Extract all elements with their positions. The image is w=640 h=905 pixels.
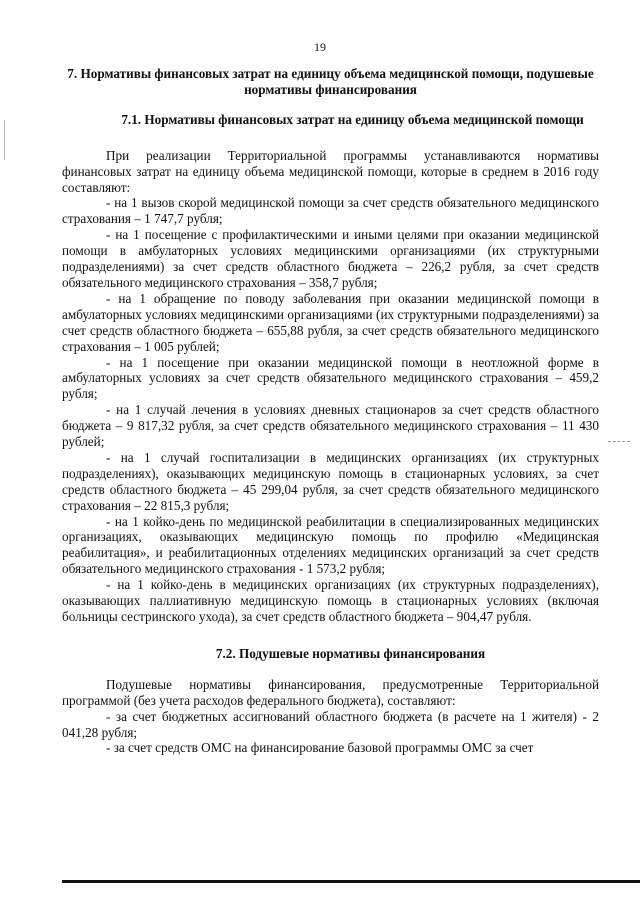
section-7-1-intro: При реализации Территориальной программы устанавливаются нормативы финансовых затрат на единицу объема медицинской помощи, которые в среднем в 2016 году составляют: — [62, 147, 599, 195]
list-item: - на 1 койко-день в медицинских организациях (их структурных подразделениях), оказывающих паллиативную медицинскую помощь в стационарных условиях (включая больницы сестринского ухода), за счет средств областного бюджета – 904,47 рубля. — [62, 577, 599, 624]
list-item: - на 1 посещение с профилактическими и иными целями при оказании медицинской помощи в амбулаторных условиях медицинскими организациями (их структурными подразделениями) за счет средств областного бюджета – 226,2 рубля, за счет средств обязательного медицинского страхования – 358,7 рубля; — [62, 227, 599, 290]
page-number: 19 — [314, 40, 326, 54]
list-item: - за счет средств ОМС на финансирование базовой программы ОМС за счет — [106, 740, 534, 756]
list-item: - на 1 случай госпитализации в медицинских организациях (их структурных подразделениях), оказывающих медицинскую помощь в стационарных условиях, за счет средств областного бюджета – 45 299,04 рубля, за счет средств обязательного медицинского страхования – 22 815,3 рубля; — [62, 449, 599, 513]
scan-edge-mark — [4, 120, 5, 160]
section-7-1-title: 7.1. Нормативы финансовых затрат на единицу объема медицинской помощи — [121, 111, 584, 127]
list-item: - за счет бюджетных ассигнований областного бюджета (в расчете на 1 жителя) - 2 041,28 рубля; — [62, 708, 599, 740]
bottom-rule — [62, 880, 640, 883]
list-item: - на 1 койко-день по медицинской реабилитации в специализированных медицинских организациях, оказывающих медицинскую помощь по профилю «Медицинская реабилитация», и реабилитационных отделениях медицинских организаций за счет средств обязательного медицинского страхования - 1 573,2 рубля; — [62, 513, 599, 577]
list-item: - на 1 вызов скорой медицинской помощи за счет средств обязательного медицинского страхования – 1 747,7 рубля; — [62, 195, 599, 227]
section-7-title: 7. Нормативы финансовых затрат на единицу объема медицинской помощи, подушевые нормативы финансирования — [67, 66, 594, 97]
section-7-2-intro: Подушевые нормативы финансирования, предусмотренные Территориальной программой (без учета расходов федерального бюджета), составляют: — [62, 676, 599, 708]
list-item: - на 1 обращение по поводу заболевания при оказании медицинской помощи в амбулаторных условиях медицинскими организациями (их структурными подразделениями) за счет средств областного бюджета – 655,88 рубля, за счет средств обязательного медицинского страхования – 1 005 рублей; — [62, 290, 599, 354]
scan-artifact-mark — [608, 441, 630, 443]
page-content — [62, 66, 599, 756]
section-7-2-title: 7.2. Подушевые нормативы финансирования — [215, 645, 486, 661]
list-item: - на 1 посещение при оказании медицинской помощи в неотложной форме в амбулаторных условиях за счет средств обязательного медицинского страхования – 459,2 рубля; — [62, 354, 599, 402]
list-item: - на 1 случай лечения в условиях дневных стационаров за счет средств областного бюджета – 9 817,32 рубля, за счет средств обязательного медицинского страхования – 11 430 рублей; — [62, 402, 599, 450]
